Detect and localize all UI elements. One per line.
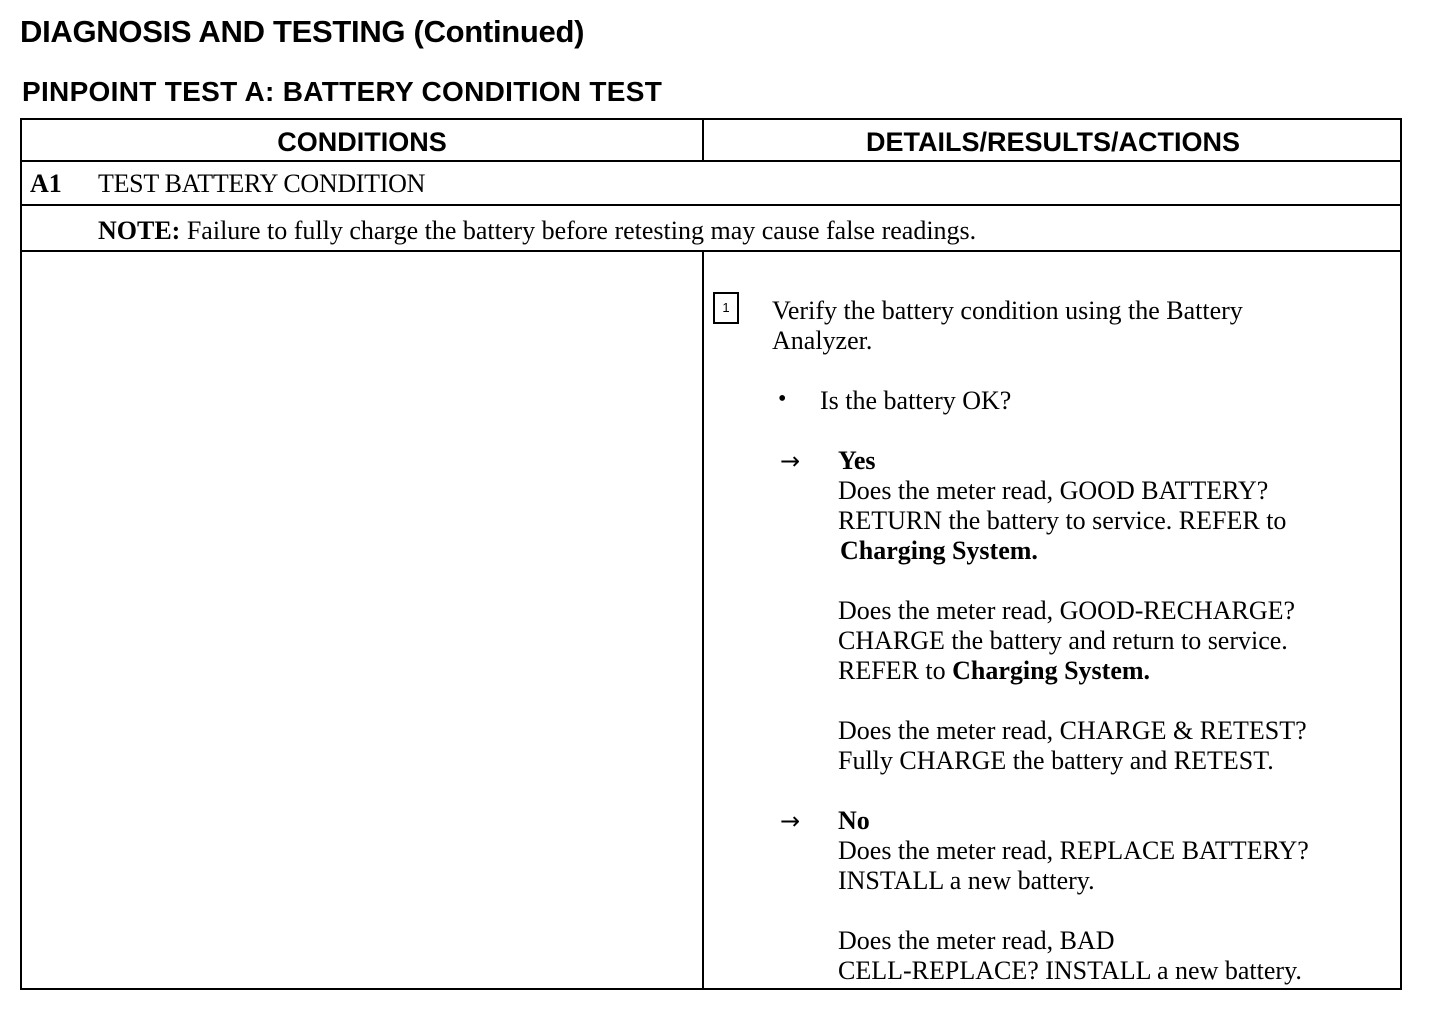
step-title: TEST BATTERY CONDITION [98,169,426,198]
question: Is the battery OK? [820,386,1012,415]
yes-result-1-line-2: RETURN the battery to service. REFER to [838,506,1287,535]
yes-result-2-line-1: Does the meter read, GOOD-RECHARGE? [838,596,1296,625]
step-id: A1 [30,169,62,198]
no-result-2-line-1: Does the meter read, BAD [838,926,1115,955]
yes-result-1-line-1: Does the meter read, GOOD BATTERY? [838,476,1269,505]
yes-result-2-prefix: REFER to [838,656,946,685]
note-label: NOTE: [98,216,181,245]
yes-result-2-line-3 [838,656,1150,686]
bullet-icon: • [778,386,787,412]
step-number-box: 1 [713,292,739,324]
column-header-conditions: CONDITIONS [277,127,447,157]
page-title: DIAGNOSIS AND TESTING (Continued) [20,14,585,49]
note-divider [22,250,1400,252]
answer-yes-label: Yes [838,446,876,475]
yes-result-2-reference: Charging System. [952,656,1151,685]
arrow-right-icon: → [780,807,801,835]
yes-result-3-line-1: Does the meter read, CHARGE & RETEST? [838,716,1307,745]
no-result-2-line-2: CELL-REPLACE? INSTALL a new battery. [838,956,1302,985]
no-result-1-line-2: INSTALL a new battery. [838,866,1095,895]
step-divider [22,204,1400,206]
yes-result-2-line-2: CHARGE the battery and return to service. [838,626,1288,655]
arrow-right-icon: → [780,447,801,475]
instruction-line-2: Analyzer. [772,326,873,355]
yes-result-3-line-2: Fully CHARGE the battery and RETEST. [838,746,1274,775]
yes-result-1-reference: Charging System. [840,536,1038,565]
column-header-details: DETAILS/RESULTS/ACTIONS [865,127,1240,157]
note [98,216,976,246]
no-result-1-line-1: Does the meter read, REPLACE BATTERY? [838,836,1309,865]
instruction-line-1: Verify the battery condition using the Battery [772,296,1243,325]
note-text: Failure to fully charge the battery before retesting may cause false readings. [186,216,977,245]
column-divider-body [702,250,704,990]
pinpoint-test-title: PINPOINT TEST A: BATTERY CONDITION TEST [22,76,663,107]
answer-no-label: No [838,806,870,835]
